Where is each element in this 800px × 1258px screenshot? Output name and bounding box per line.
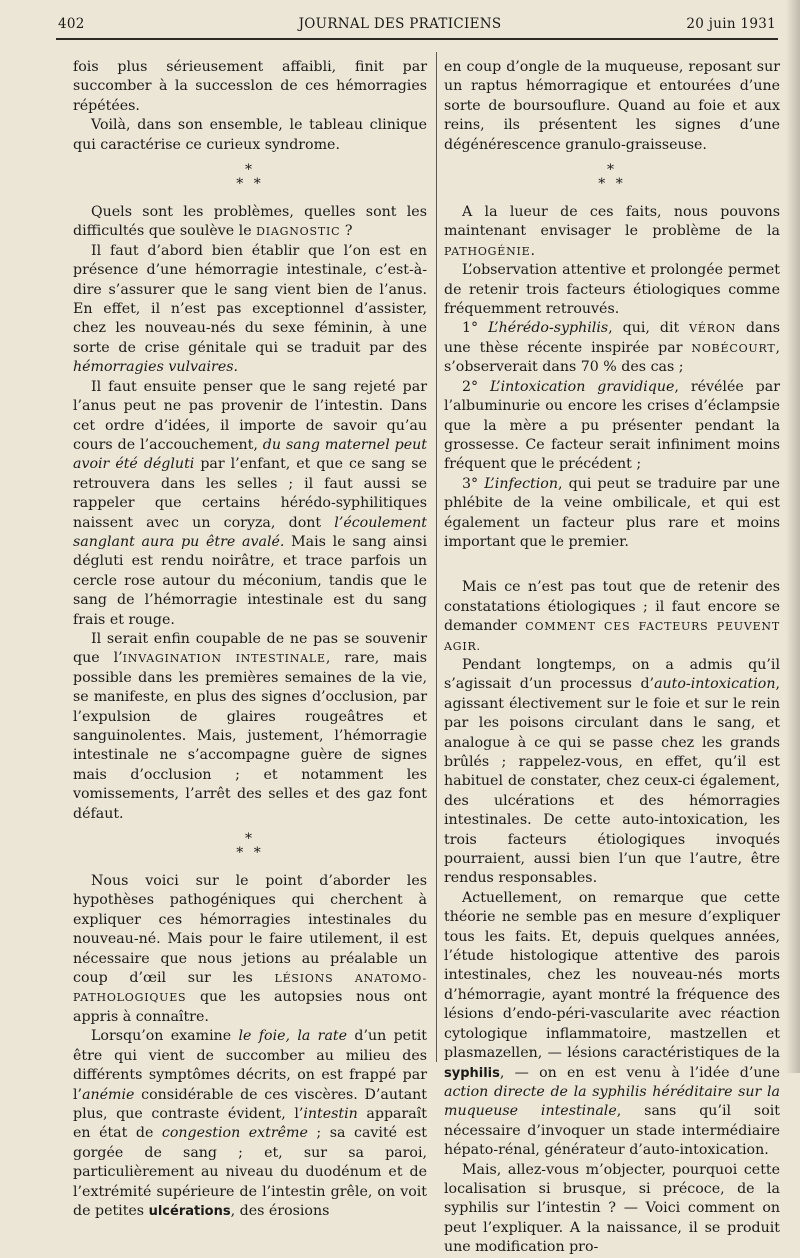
paragraph: fois plus sérieusement affaibli, finit par succomber à la successlon de ces hémorragies répétées. [73, 59, 427, 114]
issue-date: 20 juin 1931 [686, 16, 776, 32]
paragraph: 2° L’intoxication gravidique, révélée par l’albuminurie ou encore les crises d’éclampsie que la mère a pu présenter pendant la grossesse. Ce facteur serait infiniment moins fréquent que le précédent ; [444, 378, 780, 473]
journal-title: JOURNAL DES PRATICIENS [298, 16, 502, 32]
paragraph: A la lueur de ces faits, nous pouvons maintenant envisager le problème de la PATHOGÉNIE. [444, 204, 780, 259]
paragraph: Voilà, dans son ensemble, le tableau clinique qui caractérise ce curieux syndrome. [73, 117, 427, 153]
paragraph: 1° L’hérédo-syphilis, qui, dit VÉRON dans une thèse récente inspirée par NOBÉCOURT, s’observerait dans 70 % des cas ; [444, 320, 780, 376]
paragraph: 3° L’infection, qui peut se traduire par une phlébite de la veine ombilicale, et qui est également un facteur plus rare et moins important que le premier. [444, 475, 780, 550]
page-edge-shadow [786, 0, 800, 1073]
paragraph: Mais, allez-vous m’objecter, pourquoi cette localisation si brusque, si précoce, de la syphilis sur l’intestin ? — Voici comment on peut l’expliquer. A la naissance, il se produit une modification pro- [444, 1161, 780, 1256]
small-caps-term: INVAGINATION INTESTINALE [122, 652, 326, 666]
paragraph: L’observation attentive et prolongée permet de retenir trois facteurs étiologiques comme fréquemment retrouvés. [444, 262, 780, 318]
small-caps-term: DIAGNOSTIC [256, 225, 341, 239]
paragraph: Nous voici sur le point d’aborder les hypothèses pathogéniques qui cherchent à expliquer ces hémorragies intestinales du nouveau-né. Mais pour le faire utilement, il est nécessaire que nous jetions au préalable un coup d’œil sur les LÉSIONS ANATOMO-PATHOLOGIQUES que les autopsies nous ont appris à connaître. [73, 873, 427, 1025]
spacer [444, 552, 780, 578]
paragraph: Pendant longtemps, on a admis qu’il s’agissait d’un processus d’auto-intoxication, agissant électivement sur le foie et sur le rein par les poisons circulant dans le sang, et analogue à ce qui se passe chez les grands brûlés ; rappelez-vous, en effet, qu’il est habituel de constater, chez ceux-ci également, des ulcérations et des hémorragies intestinales. De cette auto-intoxication, les trois facteurs étiologiques invoqués pourraient, aussi bien l’un que l’autre, être rendus responsables. [444, 656, 780, 887]
paragraph: Il faut ensuite penser que le sang rejeté par l’anus peut ne pas provenir de l’intestin. Dans cet ordre d’idées, il importe de savoir qu’au cours de l’accouchement, du sang maternel peut avoir été dégluti par l’enfant, et que ce sang se retrouvera dans les selles ; il faut aussi se rappeler que certains hérédo-syphilitiques naissent avec un coryza, dont l’écoulement sanglant aura pu être avalé. Mais le sang ainsi dégluti est rendu noirâtre, et trace parfois un cercle rose autour du méconium, tandis que le sang de l’hémorragie intestinale est du sang frais et rouge. [73, 378, 427, 628]
column-divider [436, 52, 437, 1062]
paragraph: en coup d’ongle de la muqueuse, reposant sur un raptus hémorragique et entourées d’une sorte de boursouflure. Quand au foie et aux reins, ils présentent les signes d’une dégénérescence granulo-graisseuse. [444, 59, 780, 153]
paragraph: Il serait enfin coupable de ne pas se souvenir que l’INVAGINATION INTESTINALE, rare, mais possible dans les premières semaines de la vie, se manifeste, en plus des signes d’occlusion, par l’expulsion de glaires rougeâtres et sanguinolentes. Mais, justement, l’hémorragie intestinale ne s’accompagne guère de signes mais d’occlusion ; et notamment les vomissements, l’arrêt des selles et des gaz font défaut. [73, 630, 427, 822]
page-header [0, 0, 800, 48]
right-column [444, 58, 780, 1256]
author-name: NOBÉCOURT [691, 341, 776, 355]
section-separator: * * * [236, 831, 264, 862]
paragraph: Mais ce n’est pas tout que de retenir des constatations étiologiques ; il faut encore se demander COMMENT CES FACTEURS PEUVENT AGIR. [444, 579, 780, 653]
small-caps-term: LÉSIONS ANATOMO-PATHOLOGIQUES [73, 972, 427, 1005]
small-caps-term: PATHOGÉNIE [444, 244, 531, 258]
paragraph: Il faut d’abord bien établir que l’on est en présence d’une hémorragie intestinale, c’est-à-dire s’assurer que le sang vient bien de l’anus. En effet, il n’est pas exceptionnel d’assister, chez les nouveau-nés du sexe féminin, à une sorte de crise génitale qui se traduit par des hémorragies vulvaires. [73, 242, 427, 376]
paragraph: Actuellement, on remarque que cette théorie ne semble pas en mesure d’expliquer tous les faits. Et, depuis quelques années, l’étude histologique attentive des parois intestinales, chez les nouveau-nés morts d’hémorragie, ayant montré la fréquence des lésions d’endo-péri-vascularite avec réaction cytologique inflammatoire, mastzellen et plasmazellen, — lésions caractéristiques de la syphilis, — on en est venu à l’idée d’une action directe de la syphilis héréditaire sur la muqueuse intestinale, sans qu’il soit nécessaire d’invoquer un stade intermédiaire hépato-rénal, générateur d’auto-intoxication. [444, 889, 780, 1159]
section-separator: * * * [598, 162, 626, 193]
small-caps-term: COMMENT CES FACTEURS PEUVENT AGIR. [444, 620, 780, 653]
left-column [73, 58, 427, 1219]
section-separator: * * * [236, 162, 264, 193]
page-number: 402 [58, 16, 85, 32]
author-name: VÉRON [689, 322, 737, 336]
header-rule [56, 38, 778, 40]
paragraph: Lorsqu’on examine le foie, la rate d’un petit être qui vient de succomber au milieu des différents symptômes décrits, on est frappé par l’anémie considérable de ces viscères. D’autant plus, que contraste évident, l’intestin apparaît en état de congestion extrême ; sa cavité est gorgée de sang ; et, sur sa paroi, particulièrement au niveau du duodénum et de l’extrémité supérieure de l’intestin grêle, on voit de petites ulcérations, des érosions [73, 1028, 427, 1219]
paragraph: Quels sont les problèmes, quelles sont les difficultés que soulève le DIAGNOSTIC ? [73, 204, 427, 240]
